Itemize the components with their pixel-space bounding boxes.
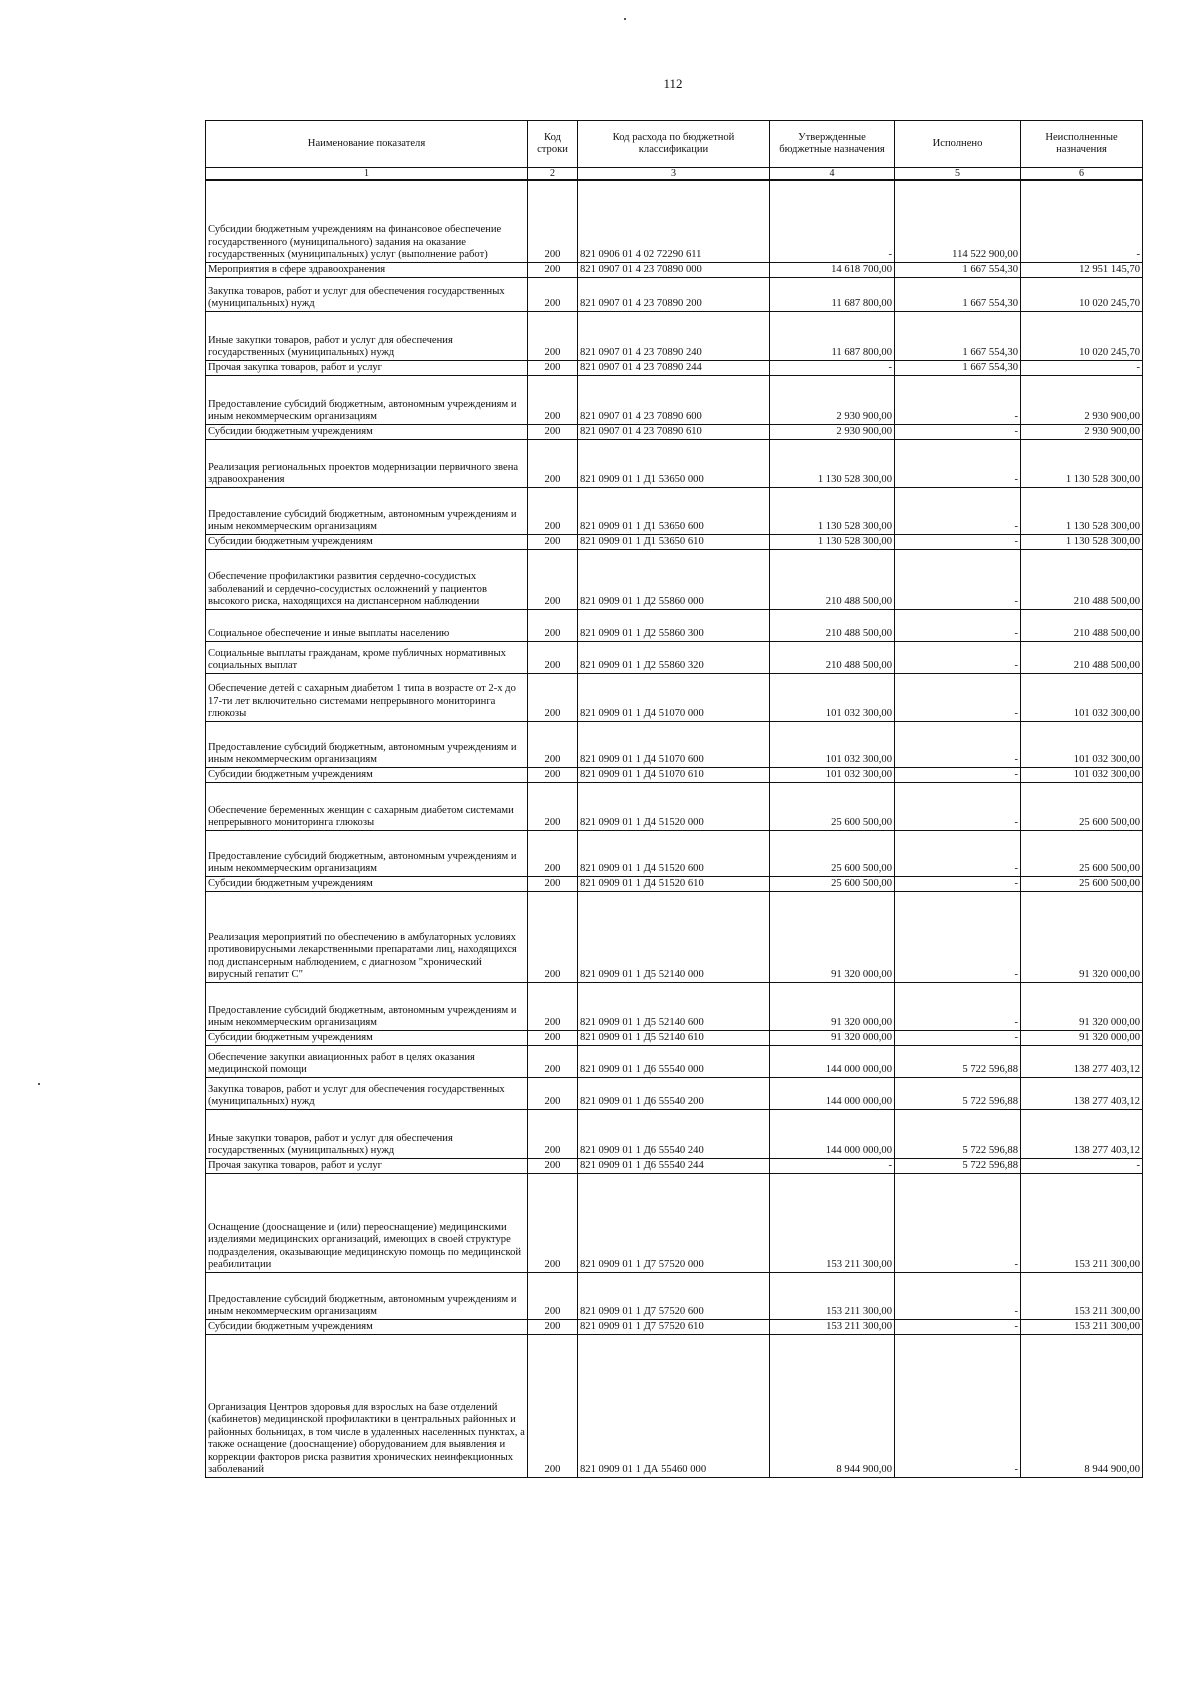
- row-approved: 14 618 700,00: [770, 262, 895, 277]
- row-unexecuted: 12 951 145,70: [1021, 262, 1143, 277]
- row-unexecuted: 25 600 500,00: [1021, 876, 1143, 891]
- row-executed: -: [895, 534, 1021, 549]
- row-executed: -: [895, 767, 1021, 782]
- row-classification-code: 821 0907 01 4 23 70890 244: [578, 360, 770, 375]
- row-name: Обеспечение детей с сахарным диабетом 1 типа в возрасте от 2-х до 17-ти лет включительно системами непрерывного мониторинга глюкозы: [206, 673, 528, 721]
- header-name: Наименование показателя: [206, 121, 528, 168]
- row-classification-code: 821 0909 01 1 Д1 53650 000: [578, 439, 770, 487]
- row-classification-code: 821 0909 01 1 Д1 53650 610: [578, 534, 770, 549]
- row-unexecuted: 2 930 900,00: [1021, 375, 1143, 424]
- row-classification-code: 821 0907 01 4 23 70890 200: [578, 277, 770, 311]
- page-number: 112: [663, 76, 683, 91]
- row-executed: -: [895, 549, 1021, 609]
- table-row: [206, 180, 1143, 262]
- row-executed: -: [895, 439, 1021, 487]
- row-name: Обеспечение профилактики развития сердечно-сосудистых заболеваний и сердечно-сосудистых осложнений у пациентов высокого риска, находящихся на диспансерном наблюдении: [206, 549, 528, 609]
- row-executed: -: [895, 375, 1021, 424]
- header-classification: Код расхода по бюджетной классификации: [578, 121, 770, 168]
- header-executed: Исполнено: [895, 121, 1021, 168]
- row-name: Обеспечение закупки авиационных работ в целях оказания медицинской помощи: [206, 1045, 528, 1077]
- row-name: Обеспечение беременных женщин с сахарным диабетом системами непрерывного мониторинга глюкозы: [206, 782, 528, 830]
- table-row: [206, 982, 1143, 1030]
- row-approved: -: [770, 1158, 895, 1173]
- row-code: 200: [528, 1334, 578, 1477]
- row-classification-code: 821 0909 01 1 Д4 51520 600: [578, 830, 770, 876]
- table-row: [206, 424, 1143, 439]
- row-code: 200: [528, 830, 578, 876]
- row-approved: -: [770, 180, 895, 262]
- row-approved: 1 130 528 300,00: [770, 439, 895, 487]
- row-classification-code: 821 0907 01 4 23 70890 240: [578, 311, 770, 360]
- row-unexecuted: 91 320 000,00: [1021, 891, 1143, 982]
- table-row: [206, 487, 1143, 534]
- row-name: Субсидии бюджетным учреждениям на финансовое обеспечение государственного (муниципального) задания на оказание государственных (муниципальных) услуг (выполнение работ): [206, 180, 528, 262]
- header-approved: Утвержденные бюджетные назначения: [770, 121, 895, 168]
- table-row: [206, 1272, 1143, 1319]
- row-executed: 5 722 596,88: [895, 1045, 1021, 1077]
- row-approved: 144 000 000,00: [770, 1077, 895, 1109]
- row-unexecuted: -: [1021, 180, 1143, 262]
- row-executed: -: [895, 424, 1021, 439]
- row-name: Закупка товаров, работ и услуг для обеспечения государственных (муниципальных) нужд: [206, 1077, 528, 1109]
- row-classification-code: 821 0907 01 4 23 70890 610: [578, 424, 770, 439]
- row-unexecuted: 2 930 900,00: [1021, 424, 1143, 439]
- table-row: [206, 673, 1143, 721]
- table-row: [206, 1109, 1143, 1158]
- row-code: 200: [528, 1158, 578, 1173]
- row-executed: 5 722 596,88: [895, 1077, 1021, 1109]
- row-name: Закупка товаров, работ и услуг для обеспечения государственных (муниципальных) нужд: [206, 277, 528, 311]
- table-row: [206, 1158, 1143, 1173]
- row-code: 200: [528, 876, 578, 891]
- column-number: 1: [206, 168, 528, 181]
- row-approved: 2 930 900,00: [770, 424, 895, 439]
- row-unexecuted: 101 032 300,00: [1021, 673, 1143, 721]
- table-row: [206, 1173, 1143, 1272]
- row-code: 200: [528, 782, 578, 830]
- header-unexecuted: Неисполненные назначения: [1021, 121, 1143, 168]
- row-code: 200: [528, 1077, 578, 1109]
- row-classification-code: 821 0907 01 4 23 70890 600: [578, 375, 770, 424]
- row-code: 200: [528, 360, 578, 375]
- row-code: 200: [528, 180, 578, 262]
- row-executed: 1 667 554,30: [895, 360, 1021, 375]
- table-row: [206, 767, 1143, 782]
- row-unexecuted: 138 277 403,12: [1021, 1077, 1143, 1109]
- row-unexecuted: 1 130 528 300,00: [1021, 534, 1143, 549]
- row-name: Субсидии бюджетным учреждениям: [206, 424, 528, 439]
- row-approved: 210 488 500,00: [770, 641, 895, 673]
- row-unexecuted: 10 020 245,70: [1021, 277, 1143, 311]
- table-row: [206, 311, 1143, 360]
- table-row: [206, 360, 1143, 375]
- row-executed: -: [895, 487, 1021, 534]
- row-name: Социальные выплаты гражданам, кроме публичных нормативных социальных выплат: [206, 641, 528, 673]
- row-unexecuted: 210 488 500,00: [1021, 549, 1143, 609]
- budget-execution-table: [205, 120, 1143, 1478]
- row-approved: 144 000 000,00: [770, 1045, 895, 1077]
- row-classification-code: 821 0909 01 1 Д2 55860 320: [578, 641, 770, 673]
- row-approved: 25 600 500,00: [770, 782, 895, 830]
- row-name: Субсидии бюджетным учреждениям: [206, 1030, 528, 1045]
- table-row: [206, 262, 1143, 277]
- row-classification-code: 821 0909 01 1 Д4 51070 610: [578, 767, 770, 782]
- row-unexecuted: 25 600 500,00: [1021, 830, 1143, 876]
- header-row: [206, 121, 1143, 168]
- row-approved: 25 600 500,00: [770, 830, 895, 876]
- row-executed: -: [895, 1334, 1021, 1477]
- table-row: [206, 721, 1143, 767]
- row-approved: 91 320 000,00: [770, 891, 895, 982]
- row-executed: -: [895, 876, 1021, 891]
- row-classification-code: 821 0909 01 1 Д5 52140 610: [578, 1030, 770, 1045]
- row-approved: -: [770, 360, 895, 375]
- row-code: 200: [528, 721, 578, 767]
- row-executed: -: [895, 982, 1021, 1030]
- row-unexecuted: 1 130 528 300,00: [1021, 439, 1143, 487]
- row-executed: -: [895, 891, 1021, 982]
- row-unexecuted: 138 277 403,12: [1021, 1109, 1143, 1158]
- row-code: 200: [528, 262, 578, 277]
- row-approved: 101 032 300,00: [770, 721, 895, 767]
- table-row: [206, 782, 1143, 830]
- row-approved: 101 032 300,00: [770, 767, 895, 782]
- row-approved: 2 930 900,00: [770, 375, 895, 424]
- row-classification-code: 821 0909 01 1 Д7 57520 600: [578, 1272, 770, 1319]
- row-name: Прочая закупка товаров, работ и услуг: [206, 360, 528, 375]
- row-name: Организация Центров здоровья для взрослых на базе отделений (кабинетов) медицинской профилактики в центральных районных и районных больницах, в том числе в удаленных населенных пунктах, а также оснащение (дооснащение) оборудованием для выявления и коррекции факторов риска развития хронических неинфекционных заболеваний: [206, 1334, 528, 1477]
- row-unexecuted: -: [1021, 1158, 1143, 1173]
- row-unexecuted: 153 211 300,00: [1021, 1173, 1143, 1272]
- row-executed: 114 522 900,00: [895, 180, 1021, 262]
- row-unexecuted: 1 130 528 300,00: [1021, 487, 1143, 534]
- table-row: [206, 1030, 1143, 1045]
- row-name: Предоставление субсидий бюджетным, автономным учреждениям и иным некоммерческим организациям: [206, 721, 528, 767]
- table-row: [206, 549, 1143, 609]
- row-classification-code: 821 0909 01 1 Д4 51070 600: [578, 721, 770, 767]
- row-approved: 91 320 000,00: [770, 1030, 895, 1045]
- row-name: Субсидии бюджетным учреждениям: [206, 876, 528, 891]
- column-number: 4: [770, 168, 895, 181]
- row-classification-code: 821 0909 01 1 Д6 55540 200: [578, 1077, 770, 1109]
- table-row: [206, 277, 1143, 311]
- table-row: [206, 830, 1143, 876]
- row-approved: 91 320 000,00: [770, 982, 895, 1030]
- row-classification-code: 821 0909 01 1 Д4 51520 610: [578, 876, 770, 891]
- row-name: Реализация мероприятий по обеспечению в амбулаторных условиях противовирусными лекарственными препаратами лиц, находящихся под диспансерным наблюдением, с диагнозом "хронический вирусный гепатит С": [206, 891, 528, 982]
- row-name: Предоставление субсидий бюджетным, автономным учреждениям и иным некоммерческим организациям: [206, 1272, 528, 1319]
- row-unexecuted: 210 488 500,00: [1021, 609, 1143, 641]
- row-name: Иные закупки товаров, работ и услуг для обеспечения государственных (муниципальных) нужд: [206, 311, 528, 360]
- row-classification-code: 821 0909 01 1 Д6 55540 000: [578, 1045, 770, 1077]
- column-number: 3: [578, 168, 770, 181]
- row-name: Прочая закупка товаров, работ и услуг: [206, 1158, 528, 1173]
- row-executed: -: [895, 1030, 1021, 1045]
- scan-artifact: [624, 18, 626, 20]
- row-executed: -: [895, 641, 1021, 673]
- row-unexecuted: 153 211 300,00: [1021, 1319, 1143, 1334]
- row-unexecuted: -: [1021, 360, 1143, 375]
- row-code: 200: [528, 1272, 578, 1319]
- row-classification-code: 821 0907 01 4 23 70890 000: [578, 262, 770, 277]
- header-code: Код строки: [528, 121, 578, 168]
- row-executed: -: [895, 1173, 1021, 1272]
- row-unexecuted: 210 488 500,00: [1021, 641, 1143, 673]
- row-executed: 1 667 554,30: [895, 262, 1021, 277]
- row-approved: 11 687 800,00: [770, 277, 895, 311]
- row-executed: -: [895, 1272, 1021, 1319]
- row-code: 200: [528, 1173, 578, 1272]
- table-row: [206, 1334, 1143, 1477]
- row-code: 200: [528, 1045, 578, 1077]
- row-approved: 101 032 300,00: [770, 673, 895, 721]
- row-approved: 153 211 300,00: [770, 1272, 895, 1319]
- row-unexecuted: 10 020 245,70: [1021, 311, 1143, 360]
- row-classification-code: 821 0909 01 1 Д4 51520 000: [578, 782, 770, 830]
- row-code: 200: [528, 277, 578, 311]
- table-row: [206, 375, 1143, 424]
- row-code: 200: [528, 767, 578, 782]
- row-code: 200: [528, 549, 578, 609]
- row-executed: -: [895, 782, 1021, 830]
- row-approved: 153 211 300,00: [770, 1319, 895, 1334]
- table-row: [206, 609, 1143, 641]
- row-classification-code: 821 0909 01 1 Д5 52140 600: [578, 982, 770, 1030]
- row-code: 200: [528, 609, 578, 641]
- row-executed: 1 667 554,30: [895, 277, 1021, 311]
- row-classification-code: 821 0909 01 1 Д6 55540 244: [578, 1158, 770, 1173]
- row-classification-code: 821 0909 01 1 Д2 55860 000: [578, 549, 770, 609]
- table-row: [206, 439, 1143, 487]
- row-name: Социальное обеспечение и иные выплаты населению: [206, 609, 528, 641]
- table-row: [206, 1077, 1143, 1109]
- table-row: [206, 876, 1143, 891]
- row-code: 200: [528, 891, 578, 982]
- table-row: [206, 891, 1143, 982]
- row-executed: -: [895, 721, 1021, 767]
- table-row: [206, 534, 1143, 549]
- row-approved: 144 000 000,00: [770, 1109, 895, 1158]
- row-code: 200: [528, 641, 578, 673]
- row-executed: 5 722 596,88: [895, 1158, 1021, 1173]
- row-unexecuted: 91 320 000,00: [1021, 982, 1143, 1030]
- row-name: Предоставление субсидий бюджетным, автономным учреждениям и иным некоммерческим организациям: [206, 375, 528, 424]
- table-row: [206, 1045, 1143, 1077]
- row-unexecuted: 101 032 300,00: [1021, 767, 1143, 782]
- row-name: Субсидии бюджетным учреждениям: [206, 767, 528, 782]
- row-executed: -: [895, 609, 1021, 641]
- row-name: Мероприятия в сфере здравоохранения: [206, 262, 528, 277]
- row-code: 200: [528, 1319, 578, 1334]
- row-unexecuted: 101 032 300,00: [1021, 721, 1143, 767]
- row-classification-code: 821 0909 01 1 Д7 57520 000: [578, 1173, 770, 1272]
- row-code: 200: [528, 982, 578, 1030]
- row-name: Субсидии бюджетным учреждениям: [206, 534, 528, 549]
- row-name: Иные закупки товаров, работ и услуг для обеспечения государственных (муниципальных) нужд: [206, 1109, 528, 1158]
- column-number: 2: [528, 168, 578, 181]
- row-approved: 1 130 528 300,00: [770, 534, 895, 549]
- row-code: 200: [528, 673, 578, 721]
- row-name: Предоставление субсидий бюджетным, автономным учреждениям и иным некоммерческим организациям: [206, 830, 528, 876]
- row-executed: 5 722 596,88: [895, 1109, 1021, 1158]
- row-code: 200: [528, 439, 578, 487]
- row-executed: -: [895, 830, 1021, 876]
- table-row: [206, 1319, 1143, 1334]
- row-code: 200: [528, 487, 578, 534]
- row-code: 200: [528, 311, 578, 360]
- row-classification-code: 821 0909 01 1 Д6 55540 240: [578, 1109, 770, 1158]
- row-approved: 210 488 500,00: [770, 549, 895, 609]
- scan-artifact: [38, 1083, 40, 1085]
- row-name: Субсидии бюджетным учреждениям: [206, 1319, 528, 1334]
- row-classification-code: 821 0909 01 1 Д4 51070 000: [578, 673, 770, 721]
- table-row: [206, 641, 1143, 673]
- row-name: Предоставление субсидий бюджетным, автономным учреждениям и иным некоммерческим организациям: [206, 982, 528, 1030]
- row-unexecuted: 91 320 000,00: [1021, 1030, 1143, 1045]
- row-classification-code: 821 0906 01 4 02 72290 611: [578, 180, 770, 262]
- row-name: Реализация региональных проектов модернизации первичного звена здравоохранения: [206, 439, 528, 487]
- row-approved: 25 600 500,00: [770, 876, 895, 891]
- row-executed: -: [895, 1319, 1021, 1334]
- row-code: 200: [528, 1030, 578, 1045]
- row-code: 200: [528, 375, 578, 424]
- row-approved: 11 687 800,00: [770, 311, 895, 360]
- row-executed: -: [895, 673, 1021, 721]
- column-number: 6: [1021, 168, 1143, 181]
- row-approved: 153 211 300,00: [770, 1173, 895, 1272]
- row-classification-code: 821 0909 01 1 Д1 53650 600: [578, 487, 770, 534]
- row-code: 200: [528, 534, 578, 549]
- row-code: 200: [528, 424, 578, 439]
- column-number: 5: [895, 168, 1021, 181]
- row-unexecuted: 138 277 403,12: [1021, 1045, 1143, 1077]
- row-unexecuted: 153 211 300,00: [1021, 1272, 1143, 1319]
- row-classification-code: 821 0909 01 1 Д2 55860 300: [578, 609, 770, 641]
- row-executed: 1 667 554,30: [895, 311, 1021, 360]
- row-approved: 8 944 900,00: [770, 1334, 895, 1477]
- row-code: 200: [528, 1109, 578, 1158]
- row-classification-code: 821 0909 01 1 Д7 57520 610: [578, 1319, 770, 1334]
- row-classification-code: 821 0909 01 1 Д5 52140 000: [578, 891, 770, 982]
- row-name: Оснащение (дооснащение и (или) переоснащение) медицинскими изделиями медицинских организаций, имеющих в своей структуре подразделения, оказывающие медицинскую помощь по медицинской реабилитации: [206, 1173, 528, 1272]
- row-approved: 210 488 500,00: [770, 609, 895, 641]
- row-classification-code: 821 0909 01 1 ДА 55460 000: [578, 1334, 770, 1477]
- row-unexecuted: 25 600 500,00: [1021, 782, 1143, 830]
- row-unexecuted: 8 944 900,00: [1021, 1334, 1143, 1477]
- row-approved: 1 130 528 300,00: [770, 487, 895, 534]
- row-name: Предоставление субсидий бюджетным, автономным учреждениям и иным некоммерческим организациям: [206, 487, 528, 534]
- column-number-row: [206, 168, 1143, 181]
